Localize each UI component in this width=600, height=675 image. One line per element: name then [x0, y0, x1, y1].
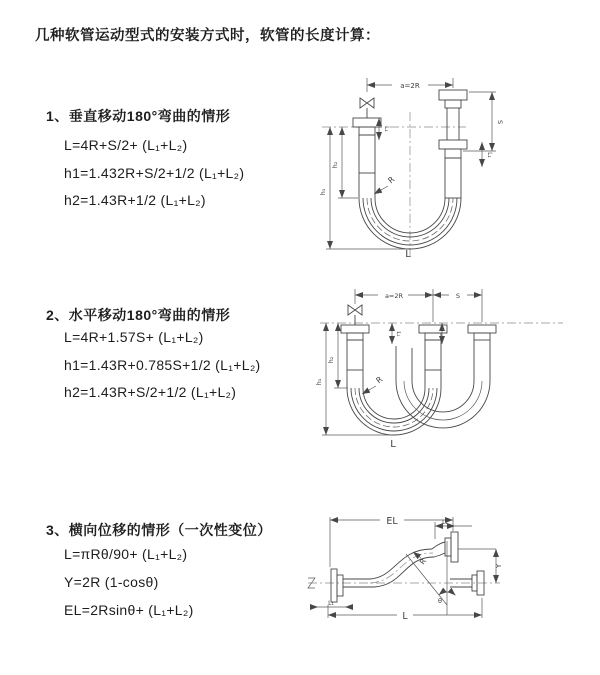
braided-hose [359, 135, 375, 173]
dimension-y [458, 549, 503, 583]
section-1-heading: 1、垂直移动180°弯曲的情形 [46, 108, 231, 124]
formula-line: L=4R+1.57S+ (L₁+L₂) [64, 329, 204, 345]
diagram-lateral-displacement [300, 505, 600, 640]
dim-label-h1: h₁ [319, 188, 327, 196]
dim-label-width: a=2R [384, 292, 404, 300]
flange-upper-right [432, 532, 458, 562]
dimension-s [433, 292, 482, 300]
formula-line: EL=2Rsinθ+ (L₁+L₂) [64, 602, 194, 618]
formula-line: h2=1.43R+1/2 (L₁+L₂) [64, 192, 206, 208]
dimension-l [328, 598, 482, 622]
braided-hose [445, 158, 461, 198]
dim-label-l1: L₁ [328, 600, 334, 607]
flange-fitting-right [468, 325, 496, 340]
section-2-heading: 2、水平移动180°弯曲的情形 [46, 307, 231, 323]
dim-label-h2: h₂ [327, 356, 335, 364]
formula-line: h1=1.43R+0.785S+1/2 (L₁+L₂) [64, 357, 261, 373]
formula-line: L=πRθ/90+ (L₁+L₂) [64, 546, 188, 562]
radius-pointer [413, 552, 428, 566]
formula-line: h2=1.43R+S/2+1/2 (L₁+L₂) [64, 384, 237, 400]
flange-fitting-middle [419, 325, 447, 370]
dimension-width [355, 289, 482, 322]
dim-label-l1: L₁ [395, 331, 401, 337]
label-theta: θ [438, 597, 442, 605]
dim-label-el: EL [386, 516, 398, 527]
dim-label-h1: h₁ [315, 378, 323, 386]
hose-u-bend-displaced [396, 340, 490, 428]
dim-label-y: Y [495, 563, 503, 569]
dimension-h2 [331, 127, 358, 198]
dim-label-l: L [402, 611, 408, 622]
flange-fitting-left [353, 118, 381, 173]
dim-label-l1: L₁ [486, 152, 493, 158]
label-length: L [390, 439, 396, 450]
formula-line: h1=1.432R+S/2+1/2 (L₁+L₂) [64, 165, 245, 181]
valve-icon [348, 305, 362, 325]
dimension-l1-top [435, 519, 472, 539]
dimension-el [330, 516, 453, 567]
dim-label-l1: L₁ [383, 126, 390, 132]
label-length: L [405, 249, 411, 260]
braided-hose [425, 340, 441, 370]
dimension-l1-bottom [310, 600, 353, 607]
dim-label-s: S [496, 119, 504, 125]
diagram-vertical-180-bend [308, 70, 600, 265]
flange-fitting-left [341, 325, 369, 370]
dim-label-h2: h₂ [331, 161, 339, 169]
dimension-s [463, 92, 504, 151]
label-radius: R [386, 174, 397, 186]
diagram-horizontal-180-bend [308, 282, 600, 454]
hose-s-curve [343, 549, 434, 587]
radius-pointer [362, 375, 385, 394]
label-radius: R [417, 556, 429, 567]
formula-line: Y=2R (1-cosθ) [64, 574, 159, 590]
page-title: 几种软管运动型式的安装方式时，软管的长度计算： [35, 28, 380, 44]
dimension-l1 [392, 323, 442, 344]
formula-line: L=4R+S/2+ (L₁+L₂) [64, 137, 188, 153]
valve-icon [360, 98, 374, 118]
dimension-h1 [319, 127, 408, 249]
braided-hose [347, 340, 363, 370]
flange-left [331, 569, 343, 602]
dimension-l1-right [482, 142, 493, 167]
radius-pointer [374, 175, 397, 194]
dim-label-s: S [455, 292, 461, 300]
dim-label-width: a=2R [400, 82, 420, 90]
dim-label-l1: L₁ [442, 519, 448, 526]
label-radius: R [374, 374, 385, 386]
section-3-heading: 3、横向位移的情形（一次性变位） [46, 522, 272, 538]
flange-fitting-right [439, 90, 467, 198]
